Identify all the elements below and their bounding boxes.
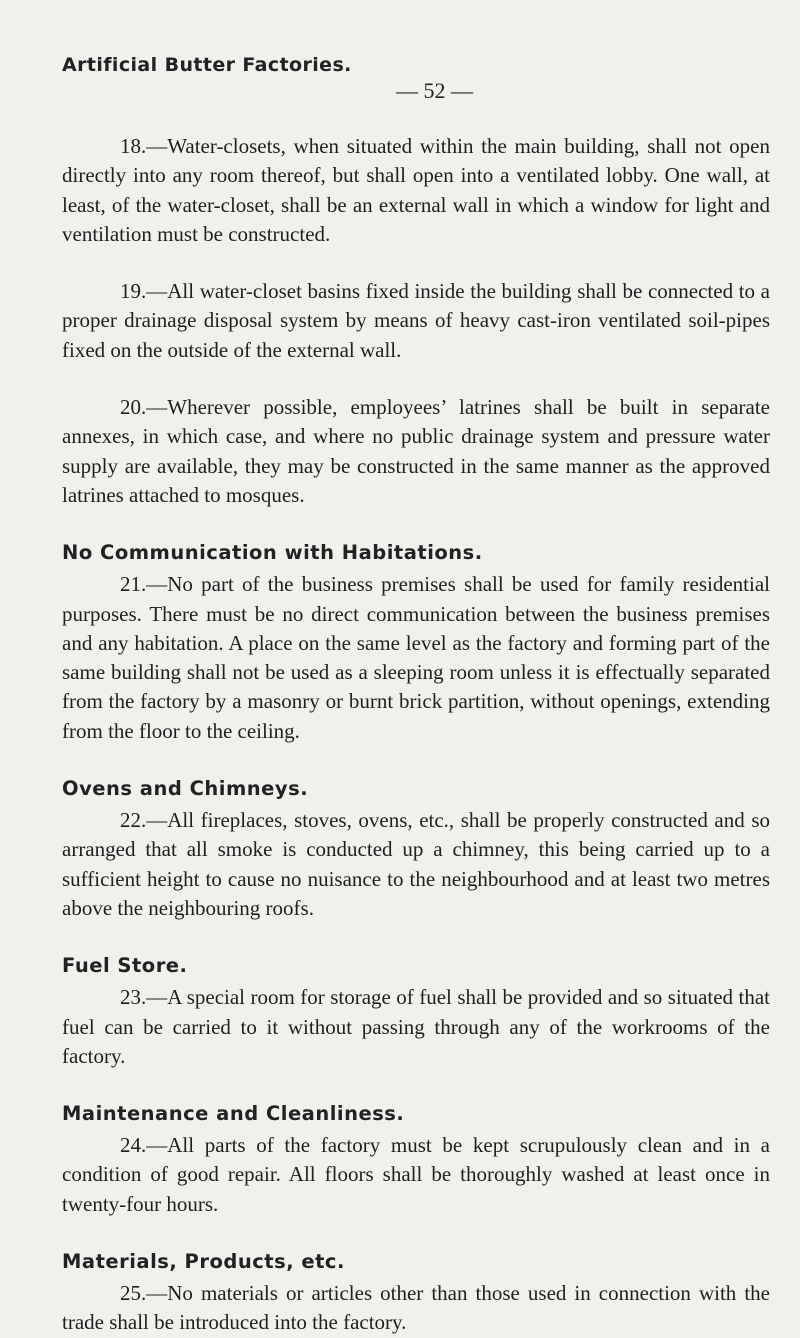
section-heading-ovens: Ovens and Chimneys.	[62, 777, 309, 801]
section-heading-maintenance: Maintenance and Cleanliness.	[62, 1102, 405, 1126]
paragraph-25: 25.—No materials or articles other than those used in connection with the trade shall be introduced into the factory.	[62, 1281, 770, 1335]
section-heading-habitations: No Communication with Habitations.	[62, 541, 483, 565]
paragraph-22: 22.—All fireplaces, stoves, ovens, etc., shall be properly constructed and so arranged that all smoke is conducted up a chimney, this being carried up to a sufficient height to cause no nuisance to the neighbourhood and at least two metres above the neighbouring roofs.	[62, 808, 770, 920]
page-number: — 52 —	[396, 78, 473, 103]
paragraph-24: 24.—All parts of the factory must be kept scrupulously clean and in a condition of good repair. All floors shall be thoroughly washed at least once in twenty-four hours.	[62, 1133, 770, 1216]
running-title: Artificial Butter Factories.	[62, 54, 352, 76]
body-text	[62, 132, 770, 1338]
paragraph-20: 20.—Wherever possible, employees’ latrines shall be built in separate annexes, in which case, and where no public drainage system and pressure water supply are available, they may be constructed in the same manner as the approved latrines attached to mosques.	[62, 395, 770, 507]
paragraph-19: 19.—All water-closet basins fixed inside the building shall be connected to a proper drainage disposal system by means of heavy cast-iron ventilated soil-pipes fixed on the outside of the external wall.	[62, 279, 770, 362]
paragraph-18: 18.—Water-closets, when situated within the main building, shall not open directly into any room thereof, but shall open into a ventilated lobby. One wall, at least, of the water-closet, shall be an external wall in which a window for light and ventilation must be constructed.	[62, 134, 770, 246]
section-heading-fuel: Fuel Store.	[62, 954, 188, 978]
paragraph-23: 23.—A special room for storage of fuel shall be provided and so situated that fuel can be carried to it without passing through any of the workrooms of the factory.	[62, 985, 770, 1068]
paragraph-21: 21.—No part of the business premises shall be used for family residential purposes. There must be no direct communication between the business premises and any habitation. A place on the same level as the factory and forming part of the same building shall not be used as a sleeping room unless it is effectually separated from the factory by a masonry or burnt brick partition, without openings, extending from the floor to the ceiling.	[62, 572, 770, 743]
section-heading-materials: Materials, Products, etc.	[62, 1250, 345, 1274]
